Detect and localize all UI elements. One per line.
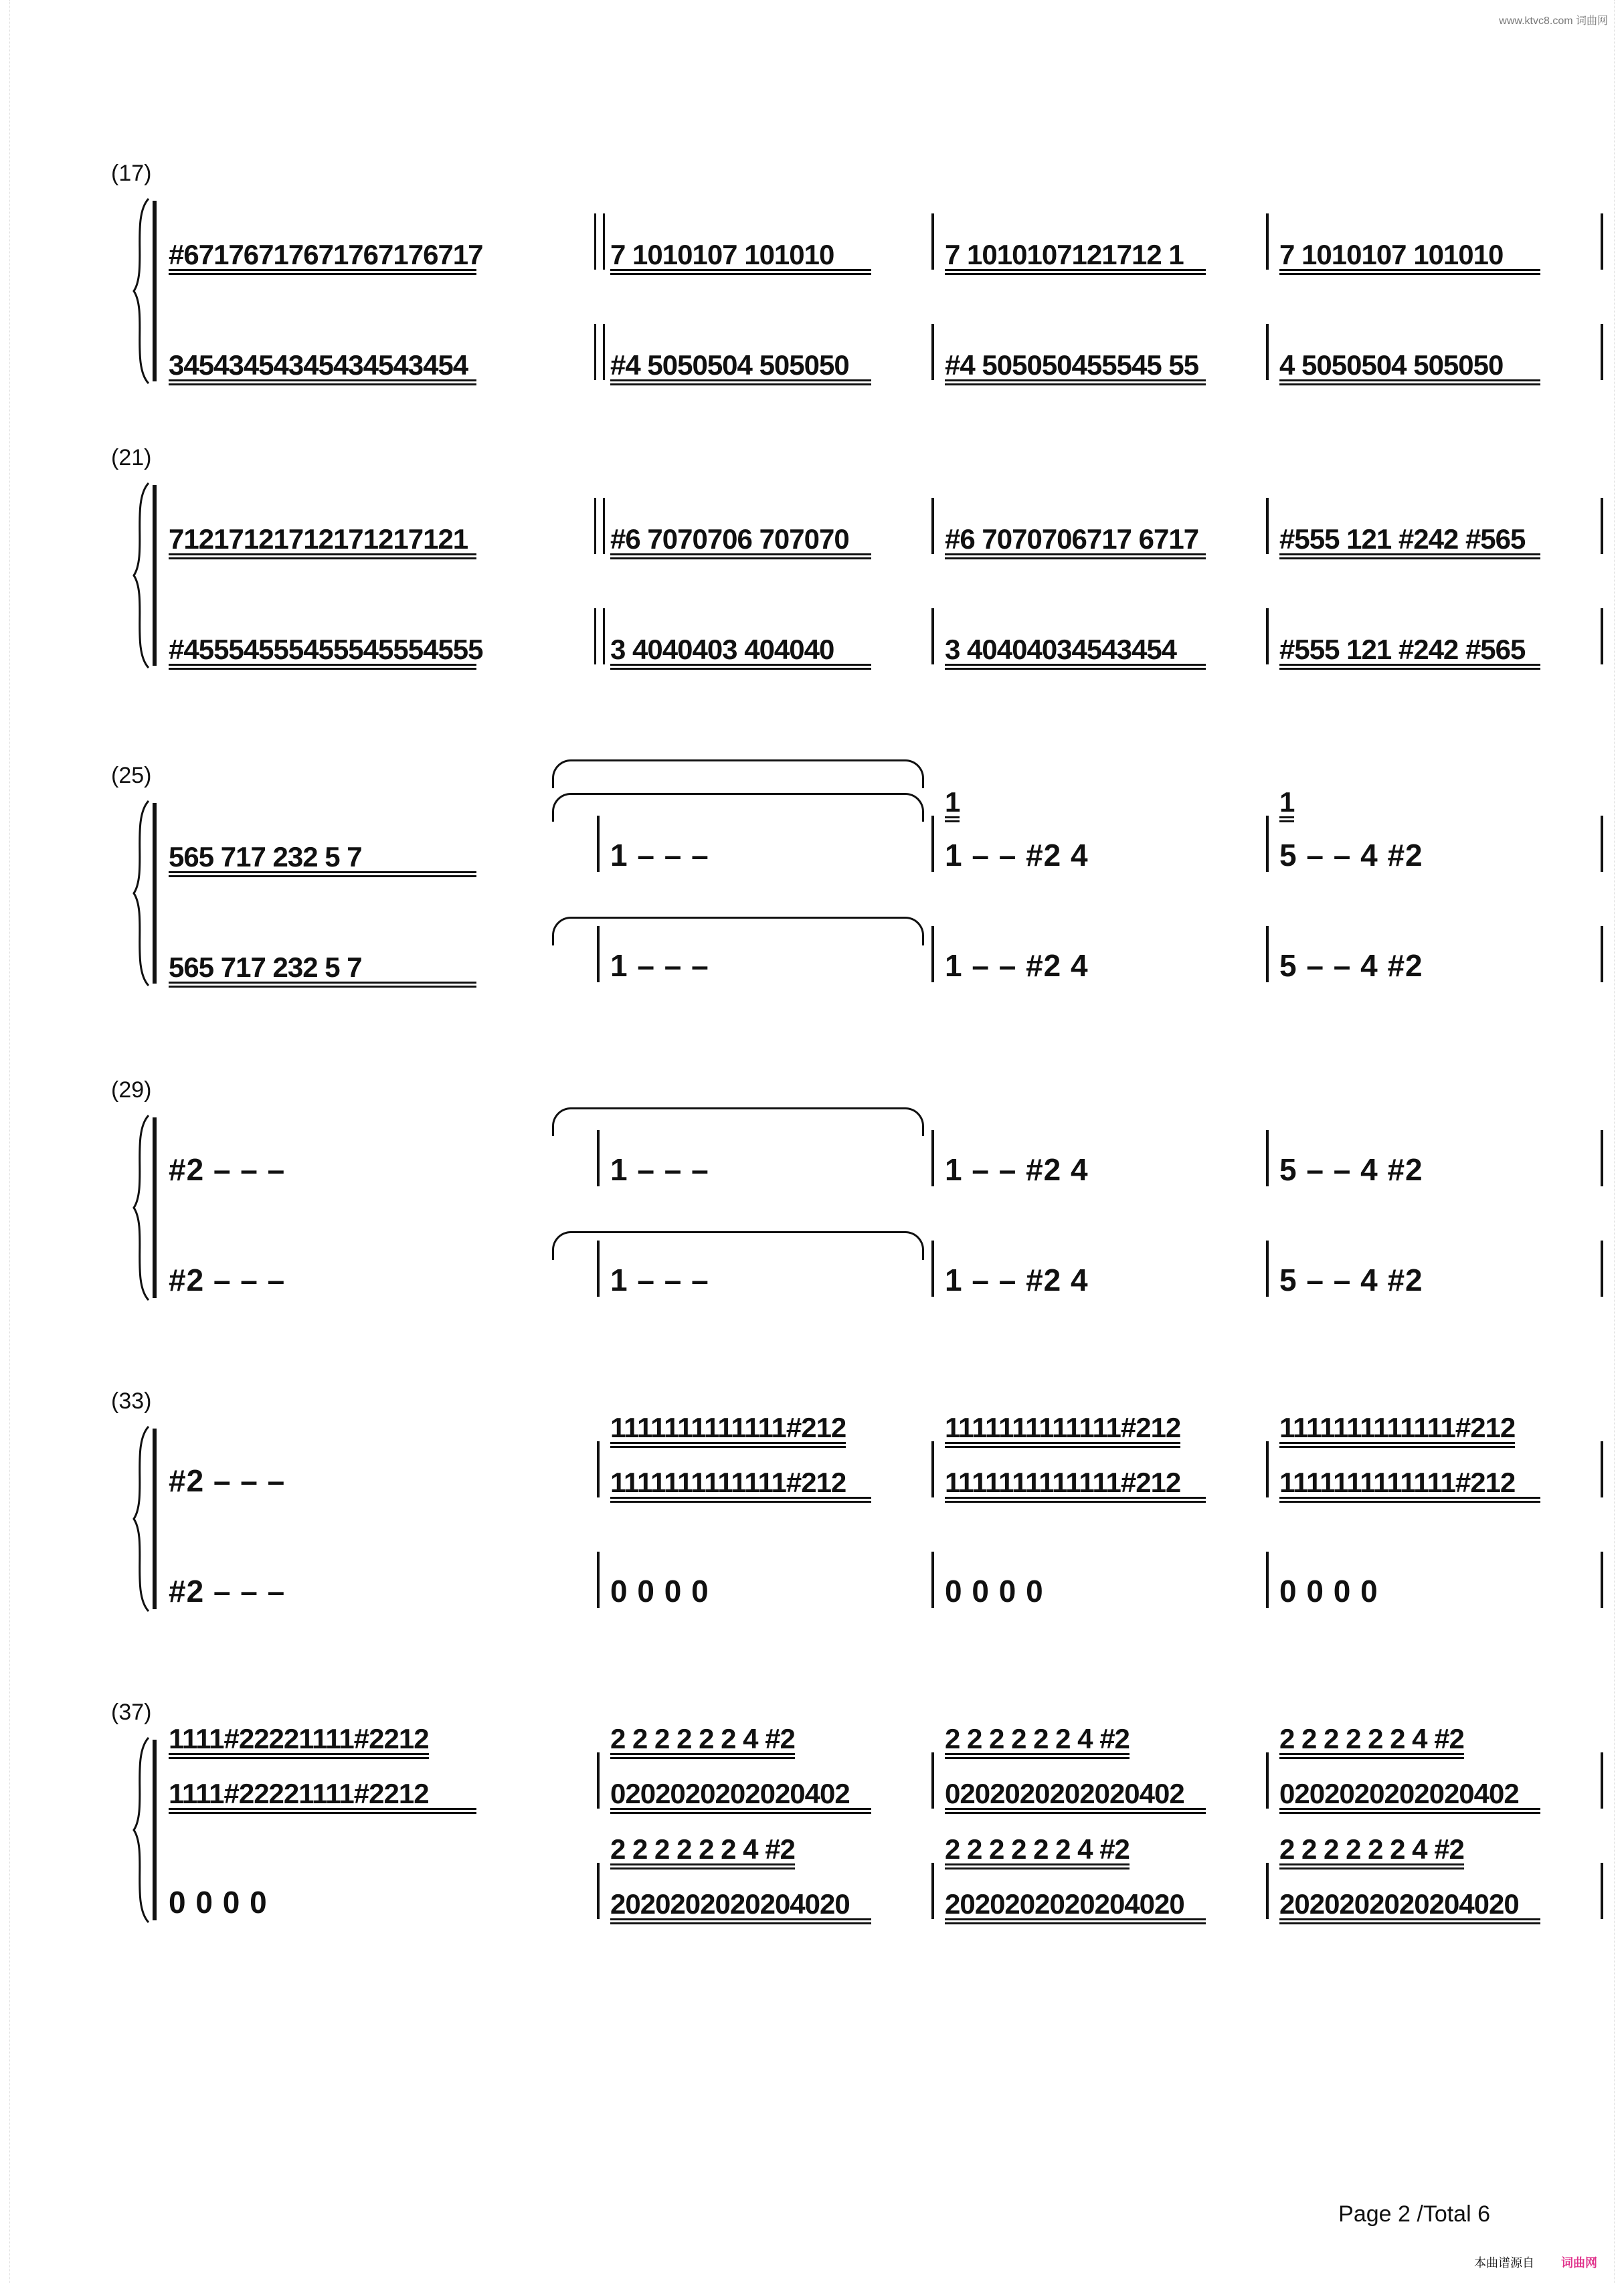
measure-notes: 0 0 0 0 (169, 1885, 268, 1920)
measure-notes: 565 717 232 5 7 (169, 826, 476, 873)
barline (931, 1863, 934, 1919)
measure-notes: 1111111111111#212 (945, 1452, 1206, 1499)
upper-voice-notes: 1111#22221111#2212 (169, 1723, 429, 1754)
barline (931, 1441, 934, 1497)
footer (1474, 2254, 1597, 2271)
barline (931, 1552, 934, 1608)
measure-notes: 1 – – #2 4 (945, 838, 1089, 873)
measure-notes: #6 7070706717 6717 (945, 509, 1206, 555)
measure-notes: 2020202020204020 (945, 1874, 1206, 1920)
barline (594, 498, 605, 554)
tie-slur (552, 1107, 924, 1136)
score-system (107, 1077, 1492, 1305)
barline (931, 213, 934, 270)
barline (1601, 608, 1603, 664)
measure-notes: #555 121 #242 #565 (1279, 509, 1540, 555)
upper-staff (169, 1723, 1519, 1810)
barline (1266, 213, 1269, 270)
barline (597, 1130, 600, 1186)
lower-staff (169, 1833, 1519, 1920)
measure-notes: 1111111111111#212 (1279, 1452, 1540, 1499)
upper-voice-notes: 1 (945, 786, 960, 818)
measure-number: (25) (111, 763, 152, 788)
score-system (107, 161, 1504, 388)
barline (1266, 816, 1269, 872)
right-margin-strip (1614, 0, 1624, 2283)
grand-staff-brace (128, 1736, 155, 1924)
measure-notes: 0 0 0 0 (1279, 1574, 1378, 1609)
barline (1266, 1241, 1269, 1297)
measure-notes: 0202020202020402 (1279, 1763, 1540, 1810)
barline (1601, 926, 1603, 982)
barline (1266, 1552, 1269, 1608)
barline (594, 213, 605, 270)
measure-notes: 5 – – 4 #2 (1279, 1263, 1423, 1297)
measure-notes: 5 – – 4 #2 (1279, 838, 1423, 873)
barline (1601, 1863, 1603, 1919)
measure-notes: #2 – – – (169, 1574, 286, 1609)
measure-number: (21) (111, 445, 152, 470)
score-system (107, 1700, 1519, 1927)
measure-notes: 1 – – #2 4 (945, 948, 1089, 983)
lower-staff (169, 1562, 1492, 1609)
measure-notes: 7 1010107 101010 (1279, 224, 1540, 271)
measure-number: (33) (111, 1388, 152, 1414)
upper-staff (169, 1412, 1516, 1499)
upper-staff (169, 786, 1492, 873)
measure-notes: 1 – – – (610, 948, 709, 983)
barline (1601, 1241, 1603, 1297)
measure-notes: 1 – – – (610, 1152, 709, 1187)
measure-notes: 1 – – #2 4 (945, 1263, 1089, 1297)
upper-voice-notes: 1111111111111#212 (1279, 1412, 1516, 1443)
barline (931, 926, 934, 982)
tie-slur (552, 759, 924, 788)
barline (931, 1241, 934, 1297)
barline (594, 608, 605, 664)
measure-number: (29) (111, 1077, 152, 1103)
measure-notes: #6 7070706 707070 (610, 509, 871, 555)
measure-number: (37) (111, 1700, 152, 1725)
measure-number: (17) (111, 161, 152, 186)
measure-notes: #45554555455545554555 (169, 619, 476, 666)
barline (1266, 498, 1269, 554)
barline (931, 1752, 934, 1809)
measure-notes: 0 0 0 0 (610, 1574, 709, 1609)
barline (1266, 1130, 1269, 1186)
measure-notes: 0202020202020402 (610, 1763, 871, 1810)
upper-voice-notes: 2 2 2 2 2 2 4 #2 (610, 1833, 795, 1865)
barline (1601, 1752, 1603, 1809)
measure-notes: #67176717671767176717 (169, 224, 476, 271)
barline (931, 816, 934, 872)
score-system (107, 445, 1526, 672)
measure-notes: 7 1010107121712 1 (945, 224, 1206, 271)
barline (597, 816, 600, 872)
measure-notes: 1111#22221111#2212 (169, 1763, 476, 1810)
upper-staff (169, 224, 1504, 271)
measure-notes: 1 – – – (610, 1263, 709, 1297)
barline (931, 498, 934, 554)
upper-voice-notes: 2 2 2 2 2 2 4 #2 (1279, 1833, 1464, 1865)
measure-notes: 2020202020204020 (610, 1874, 871, 1920)
upper-voice-notes: 1111111111111#212 (945, 1412, 1181, 1443)
measure-notes: 1 – – – (610, 838, 709, 873)
page-number: Page 2 /Total 6 (1338, 2201, 1490, 2227)
measure-notes: 1111111111111#212 (610, 1452, 871, 1499)
upper-staff (169, 509, 1526, 555)
upper-voice-notes: 2 2 2 2 2 2 4 #2 (945, 1723, 1130, 1754)
barline (1266, 324, 1269, 380)
footer-source: 本曲谱源自 (1474, 2256, 1534, 2270)
upper-staff (169, 1141, 1492, 1188)
measure-notes: 0 0 0 0 (945, 1574, 1044, 1609)
measure-notes: 71217121712171217121 (169, 509, 476, 555)
measure-notes: 2020202020204020 (1279, 1874, 1540, 1920)
grand-staff-brace (128, 800, 155, 987)
tie-slur (552, 917, 924, 945)
lower-staff (169, 619, 1526, 666)
barline (1266, 1863, 1269, 1919)
measure-notes: 4 5050504 505050 (1279, 335, 1540, 381)
barline (597, 1552, 600, 1608)
barline (931, 608, 934, 664)
barline (1601, 324, 1603, 380)
barline (597, 1863, 600, 1919)
upper-voice-notes: 1111111111111#212 (610, 1412, 846, 1443)
measure-notes: 5 – – 4 #2 (1279, 948, 1423, 983)
tie-slur (552, 1231, 924, 1260)
measure-notes: 1 – – #2 4 (945, 1152, 1089, 1187)
measure-notes: #555 121 #242 #565 (1279, 619, 1540, 666)
measure-notes: #2 – – – (169, 1263, 286, 1297)
barline (1601, 1130, 1603, 1186)
barline (1266, 1441, 1269, 1497)
barline (1601, 816, 1603, 872)
site-watermark: www.ktvc8.com 词曲网 (1499, 15, 1608, 27)
barline (1601, 1441, 1603, 1497)
grand-staff-brace (128, 197, 155, 385)
score-system (107, 763, 1492, 990)
barline (1266, 608, 1269, 664)
measure-notes: 7 1010107 101010 (610, 224, 871, 271)
barline (597, 1441, 600, 1497)
barline (1601, 498, 1603, 554)
grand-staff-brace (128, 1425, 155, 1613)
grand-staff-brace (128, 482, 155, 669)
measure-notes: 3 40404034543454 (945, 619, 1206, 666)
measure-notes: 34543454345434543454 (169, 335, 476, 381)
barline (1601, 1552, 1603, 1608)
tie-slur (552, 793, 924, 822)
barline (1601, 213, 1603, 270)
footer-brand: 词曲网 (1561, 2256, 1597, 2270)
barline (1266, 926, 1269, 982)
upper-voice-notes: 2 2 2 2 2 2 4 #2 (945, 1833, 1130, 1865)
measure-notes: #4 505050455545 55 (945, 335, 1206, 381)
measure-notes: 3 4040403 404040 (610, 619, 871, 666)
measure-notes: 5 – – 4 #2 (1279, 1152, 1423, 1187)
upper-voice-notes: 1 (1279, 786, 1295, 818)
barline (931, 324, 934, 380)
lower-staff (169, 335, 1504, 381)
measure-notes: 0202020202020402 (945, 1763, 1206, 1810)
left-margin-strip (0, 0, 10, 2283)
measure-notes: #4 5050504 505050 (610, 335, 871, 381)
measure-notes: #2 – – – (169, 1463, 286, 1498)
barline (1266, 1752, 1269, 1809)
barline (594, 324, 605, 380)
barline (597, 1752, 600, 1809)
grand-staff-brace (128, 1114, 155, 1301)
upper-voice-notes: 2 2 2 2 2 2 4 #2 (610, 1723, 795, 1754)
barline (931, 1130, 934, 1186)
upper-voice-notes: 2 2 2 2 2 2 4 #2 (1279, 1723, 1464, 1754)
measure-notes: #2 – – – (169, 1152, 286, 1187)
score-system (107, 1388, 1516, 1616)
measure-notes: 565 717 232 5 7 (169, 937, 476, 984)
